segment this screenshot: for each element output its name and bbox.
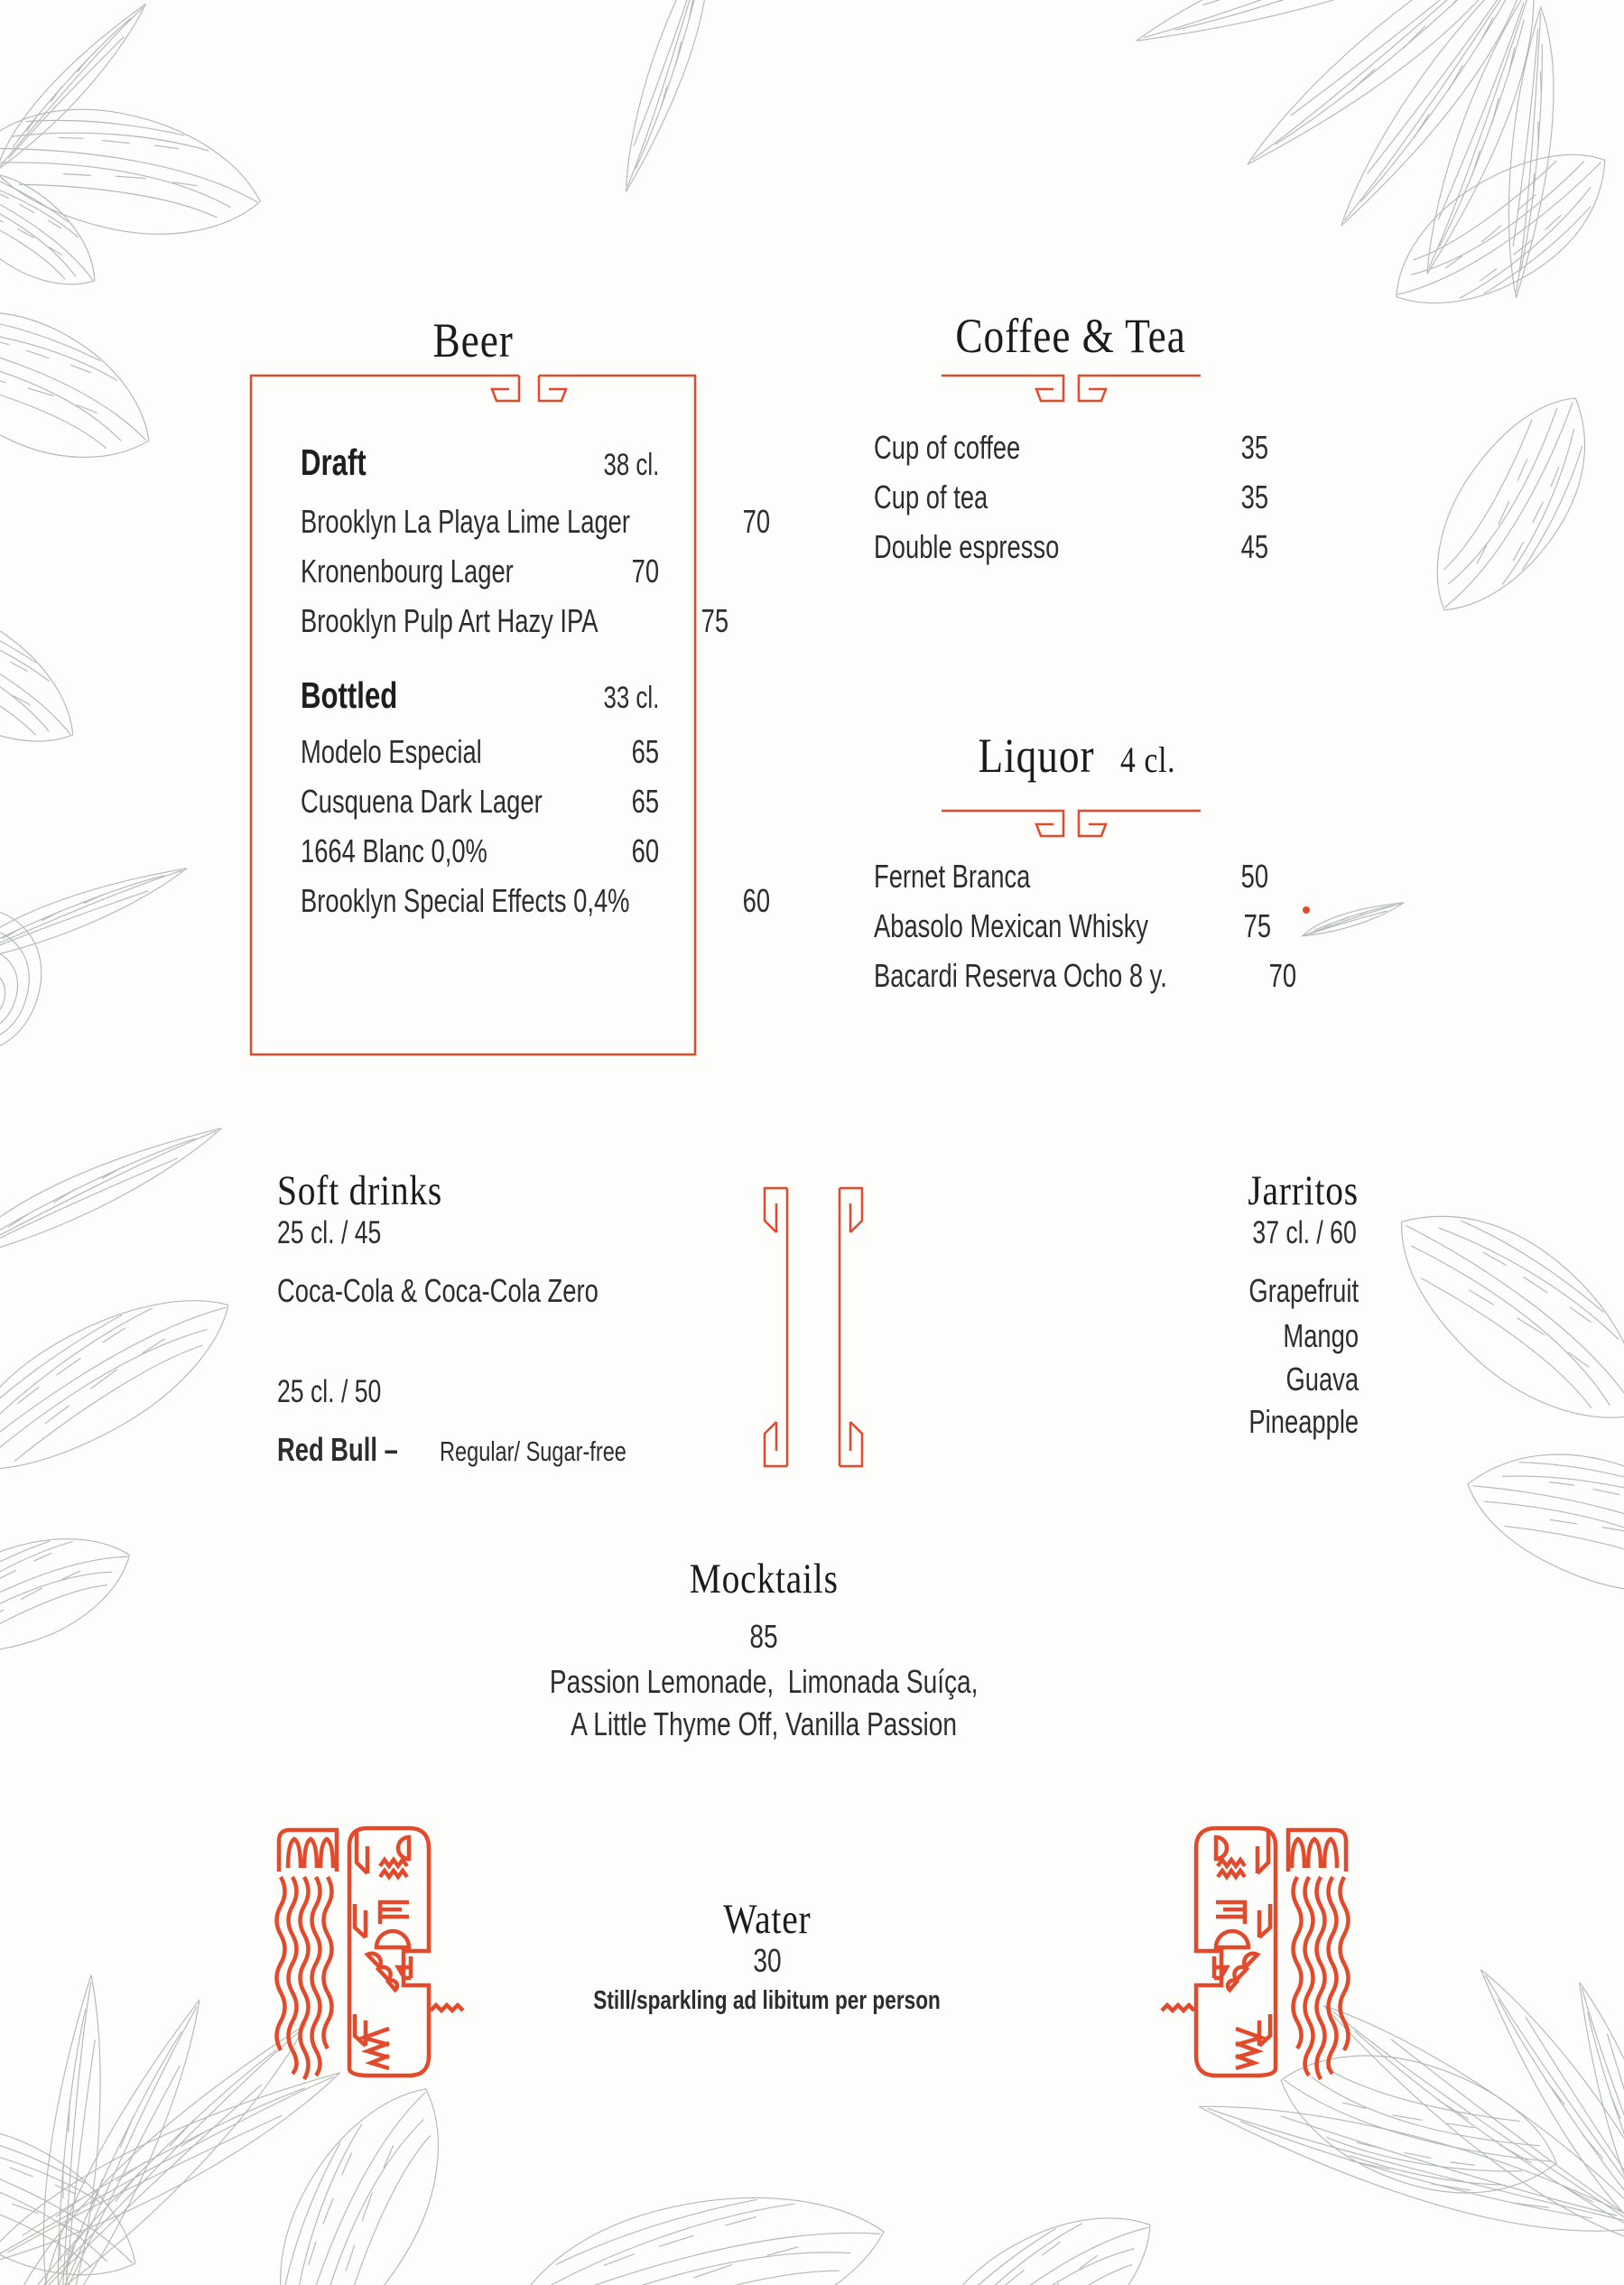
water-section-title — [406, 1896, 1128, 1943]
jarritos-flavor — [998, 1403, 1359, 1440]
soft-drinks-size-2 — [277, 1376, 414, 1407]
bottled-size: 33 cl. — [603, 681, 659, 715]
liquor-title-text: Liquor — [978, 729, 1095, 783]
item-price: 60 — [742, 882, 770, 919]
menu-row — [874, 429, 1268, 466]
menu-row — [301, 733, 659, 770]
menu-row — [874, 478, 1268, 516]
item-name: 1664 Blanc 0,0% — [301, 832, 487, 869]
water-title-text: Water — [723, 1896, 812, 1943]
mocktails-title-text: Mocktails — [689, 1556, 839, 1602]
mocktail-names: Passion Lemonade, Limonada Suíça, — [549, 1663, 979, 1700]
price-text: 30 — [753, 1942, 782, 1979]
jarritos-flavor — [998, 1363, 1359, 1396]
flavor-name: Guava — [1285, 1361, 1359, 1398]
jarritos-flavor — [998, 1317, 1359, 1354]
beer-title-text: Beer — [432, 313, 514, 367]
soft-drinks-size-1 — [277, 1217, 414, 1249]
item-price: 35 — [1240, 429, 1268, 466]
jarritos-section-title — [998, 1167, 1359, 1214]
water-note — [406, 1988, 1128, 2014]
item-name: Red Bull – — [277, 1431, 398, 1468]
mocktails-line-1 — [403, 1663, 1125, 1700]
item-price: 50 — [1240, 858, 1268, 895]
note-text: Still/sparkling ad libitum per person — [593, 1986, 942, 2015]
item-name: Double espresso — [874, 528, 1060, 565]
size-price-text: 25 cl. / 50 — [277, 1374, 382, 1409]
beer-bottled-header — [301, 674, 659, 716]
draft-label: Draft — [301, 441, 367, 483]
jarritos-size — [998, 1217, 1357, 1249]
flavor-name: Pineapple — [1248, 1403, 1359, 1440]
price-text: 85 — [749, 1618, 778, 1655]
mocktails-price — [403, 1618, 1125, 1655]
soft-drinks-section-title — [277, 1167, 474, 1214]
item-name: Brooklyn La Playa Lime Lager — [301, 503, 631, 540]
item-price: 35 — [1240, 478, 1268, 516]
item-price: 45 — [1240, 528, 1268, 565]
soft-drinks-item-1 — [277, 1272, 700, 1309]
menu-row — [874, 860, 1268, 893]
menu-row — [301, 832, 659, 869]
jarritos-flavor — [998, 1272, 1359, 1309]
flavor-name: Mango — [1283, 1317, 1359, 1354]
menu-row — [301, 503, 771, 540]
item-price: 70 — [1268, 957, 1296, 994]
item-name: Modelo Especial — [301, 733, 482, 770]
flavor-name: Grapefruit — [1248, 1272, 1359, 1309]
water-price — [406, 1942, 1128, 1979]
item-name: Abasolo Mexican Whisky — [874, 907, 1149, 944]
size-price-text: 25 cl. / 45 — [277, 1215, 382, 1250]
bottled-label: Bottled — [301, 674, 398, 716]
item-name: Bacardi Reserva Ocho 8 y. — [874, 957, 1167, 994]
coffee-tea-title-text: Coffee & Tea — [955, 309, 1187, 363]
menu-row — [874, 957, 1296, 994]
item-name: Brooklyn Special Effects 0,4% — [301, 882, 630, 919]
item-name: Coca-Cola & Coca-Cola Zero — [277, 1272, 599, 1309]
item-price: 75 — [1243, 907, 1272, 944]
coffee-tea-section-title — [874, 309, 1268, 363]
item-price: 65 — [631, 733, 659, 770]
item-name: Cup of coffee — [874, 429, 1021, 466]
item-price: 70 — [742, 503, 771, 540]
menu-row — [301, 882, 770, 919]
aztec-fish-logo-left — [266, 1819, 465, 2090]
item-price: 75 — [701, 602, 728, 639]
jarritos-title-text: Jarritos — [1248, 1167, 1359, 1214]
menu-row — [301, 785, 659, 818]
item-name: Brooklyn Pulp Art Hazy IPA — [301, 602, 599, 639]
beer-draft-header — [301, 441, 659, 483]
item-price: 65 — [631, 783, 659, 820]
item-name: Kronenbourg Lager — [301, 553, 514, 590]
liquor-section-title — [874, 729, 1268, 783]
item-price: 60 — [631, 832, 659, 869]
mocktails-line-2 — [403, 1705, 1125, 1742]
coffee-tea-divider — [942, 374, 1201, 403]
item-name: Cup of tea — [874, 478, 988, 516]
menu-row — [874, 528, 1268, 565]
item-price: 70 — [631, 553, 659, 590]
soft-drinks-item-2 — [277, 1431, 686, 1468]
liquor-divider — [942, 809, 1201, 838]
aztec-fish-logo-right — [1160, 1819, 1359, 2090]
draft-size: 38 cl. — [603, 448, 659, 482]
size-price-text: 37 cl. / 60 — [1252, 1215, 1357, 1250]
item-name: Cusquena Dark Lager — [301, 783, 543, 820]
center-divider-brackets — [758, 1184, 868, 1470]
liquor-size: 4 cl. — [1119, 739, 1175, 780]
menu-row — [874, 907, 1272, 944]
menu-row — [301, 555, 659, 588]
mocktail-names: A Little Thyme Off, Vanilla Passion — [571, 1705, 957, 1742]
soft-drinks-title-text: Soft drinks — [277, 1167, 443, 1214]
item-name: Fernet Branca — [874, 858, 1031, 895]
menu-row — [301, 602, 728, 639]
item-variants: Regular/ Sugar-free — [440, 1435, 627, 1467]
mocktails-section-title — [403, 1558, 1125, 1601]
beer-section-title — [249, 313, 697, 367]
